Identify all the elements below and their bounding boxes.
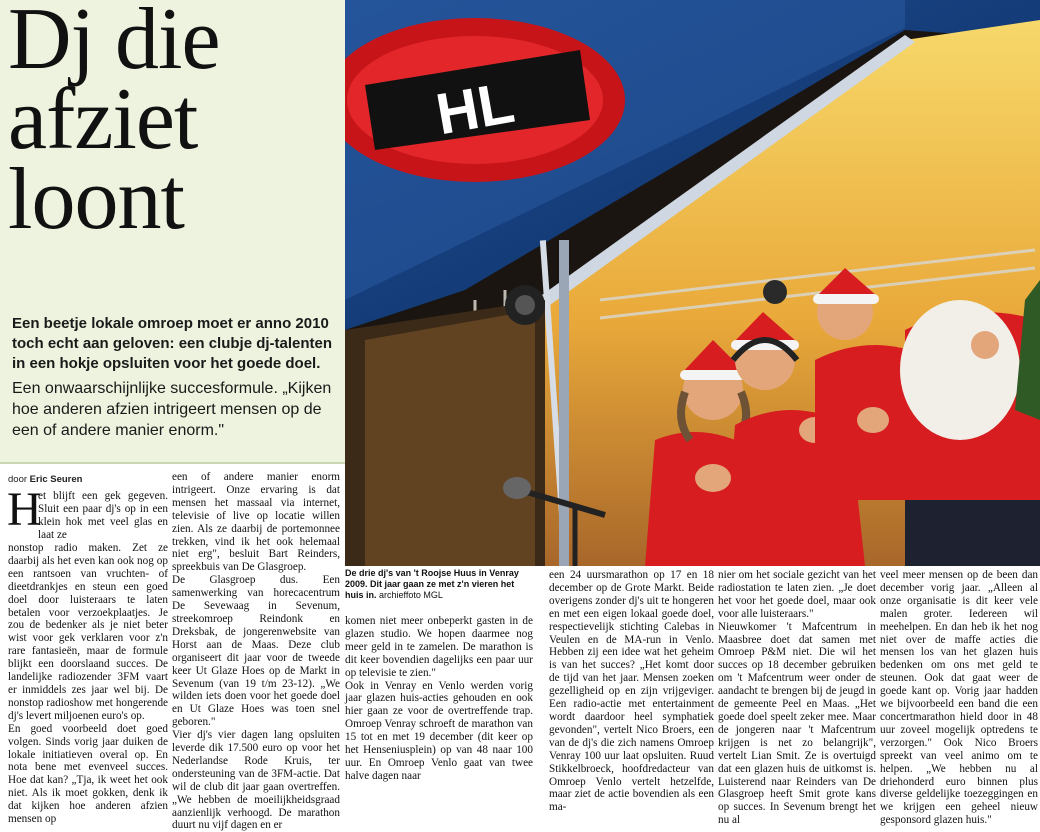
article-column-2: een of andere manier enorm intrigeert. Onze ervaring is dat mensen het massaal via internet, televisie of live op locatie willen zien. Als ze daarbij de portemonnee trekken, vind ik het ook helemaal niet erg", besluit Bart Reinders, spreekbuis van De Glasgroep. De Glasgroep dus. Een samenwerking van horecacentrum De Sevewaag in Sevenum, streekomroep Reindonk en Dreksbak, de jongerenwebsite van Horst aan de Maas. Deze club organiseert dit jaar voor de tweede keer Ut Glaze Hoes op de Markt in Sevenum (van 19 t/m 23-12). „We wilden iets doen voor het goede doel en Ut Glaze Hoes was toen snel geboren." Vier dj's vier dagen lang opsluiten leverde dik 17.500 euro op voor het Nederlandse Rode Kruis, ter ondersteuning van de 3FM-actie. Dat wil de club dit jaar gaan overtreffen. „We hebben de moeilijkheidsgraad aanzienlijk verhoogd. De marathon duurt nu vijf dagen en er bbox=[172, 471, 340, 832]
caption-text: De drie dj's van 't Roojse Huus in Venray 2009. Dit jaar gaan ze met z'n vieren het huis in. bbox=[345, 568, 519, 600]
headline-line-2: afziet bbox=[8, 71, 198, 168]
photo-caption bbox=[345, 568, 530, 601]
article-column-6: veel meer mensen op de been dan december vorig jaar. „Alleen al onze organisatie is dit keer vele malen groter. Iedereen wil meehelpen. En dan heb ik het nog niet over de maffe acties die mensen los van het glazen huis bedenken om ons met geld te steunen. Ook dat gaat weer de goede kant op. Vorig jaar hadden we bijvoorbeeld een band die een concertmarathon hield door in 48 uur zoveel mogelijk optredens te verzorgen." Ook Nico Broers spreekt van veel animo om te helpen. „We hebben nu al driehonderd euro binnen plus diverse geldelijke toezeggingen en we krijgen een geheel nieuw gesponsord glazen huis." bbox=[880, 569, 1038, 827]
headline-line-3: loont bbox=[8, 151, 184, 248]
drop-cap: H bbox=[7, 483, 42, 536]
article-column-4: een 24 uursmarathon op 17 en 18 december op de Grote Markt. Beide overigens zonder dj's uit te hongeren en met een eigen lokaal goede doel, respectievelijk stichting Calebas in Veulen en de MA-run in Venlo. Hebben zij een idee wat het geheim is van het succes? „Het komt door de tijd van het jaar. Mensen zoeken gezelligheid op en zijn vrijgeviger. Een radio-actie met entertainment wordt daardoor heel symphatiek gevonden", vertelt Nico Broers, een van de dj's die zich namens Omroep Venray 100 uur laat opsluiten. Ruud Stikkelbroeck, hoofdredacteur van Omroep Venlo vertelt hetzelfde, maar ziet de actie bovendien als een ma- bbox=[549, 569, 714, 814]
sign-text: HL bbox=[431, 69, 519, 148]
headline-line-1: Dj die bbox=[8, 0, 220, 88]
panel-divider bbox=[0, 462, 345, 464]
article-column-1: nonstop radio maken. Zet ze daarbij als het even kan ook nog op een rantsoen van vruchten- of dieetdrankjes en steun een goed doel door luisteraars te laten betalen voor verzoekplaatjes. Je zou de bedenker als je niet beter wist voor gek verklaren voor z'n rare fantasieën, maar de formule blijkt een doorslaand succes. De landelijke radiozender 3FM vaart er inmiddels zes jaar wel bij. De nonstop radioshow met hongerende dj's levert miljoenen euro's op. En goed voorbeeld doet goed volgen. Sinds vorig jaar duiken de lokale initiatieven overal op. En nota bene met evenveel succes. Hoe dat kan? „Tja, ik weet het ook niet. Als ik moet gokken, denk ik dat kijken hoe anderen afzien mensen op bbox=[8, 542, 168, 826]
article-column-1-top: et blijft een gek gegeven. Sluit een paar dj's op in een klein hok met veel glas en laat ze bbox=[38, 490, 168, 541]
article-photo bbox=[345, 0, 1040, 566]
dj-person-4 bbox=[900, 300, 1040, 566]
byline-author: Eric Seuren bbox=[29, 474, 83, 485]
article-column-3: komen niet meer onbeperkt gasten in de glazen studio. We hopen daarmee nog meer geld in te zamelen. De marathon is dit keer bovendien dagelijks een paar uur op televisie te zien." Ook in Venray en Venlo werden vorig jaar glazen huis-acties gehouden en ook hier gaan ze voor de overtreffende trap. Omroep Venray schroeft de marathon van 15 tot en met 19 december (dit keer op het Henseniusplein) op van 48 naar 100 uur. En Omroep Venlo gaat van twee halve dagen naar bbox=[345, 615, 533, 782]
lead-paragraph: Een beetje lokale omroep moet er anno 2010 toch echt aan geloven: een clubje dj-talenten in een hokje opsluiten voor het goede doel. bbox=[12, 315, 333, 372]
intro-paragraph: Een onwaarschijnlijke succesformule. „Kijken hoe anderen afzien intrigeert mensen op de een of andere manier enorm." bbox=[12, 380, 332, 439]
byline-prefix: door bbox=[8, 474, 28, 485]
headline bbox=[8, 0, 343, 248]
caption-credit: archieffoto MGL bbox=[379, 590, 443, 600]
photo-illustration bbox=[345, 0, 1040, 566]
article-column-5: nier om het sociale gezicht van het radiostation te laten zien. „Je doet het voor het goede doel, maar ook voor alle luisteraars." Nieuwkomer 't Mafcentrum in Maasbree doet dat samen met Omroep P&M niet. Die wil het succes op 18 december gebruiken om 't Mafcentrum weer onder de aandacht te brengen bij de jeugd in de gemeente Peel en Maas. „Het goede doel speelt zeker mee. Maar de jongeren naar 't Mafcentrum krijgen is net zo belangrijk", vertelt Lian Smit. Ze is overtuigd dat een glazen huis de uitkomst is. Luisterend naar Reinders van De Glasgroep heeft Smit grote kans op succes. In Sevenum brengt het nu al bbox=[718, 569, 876, 827]
